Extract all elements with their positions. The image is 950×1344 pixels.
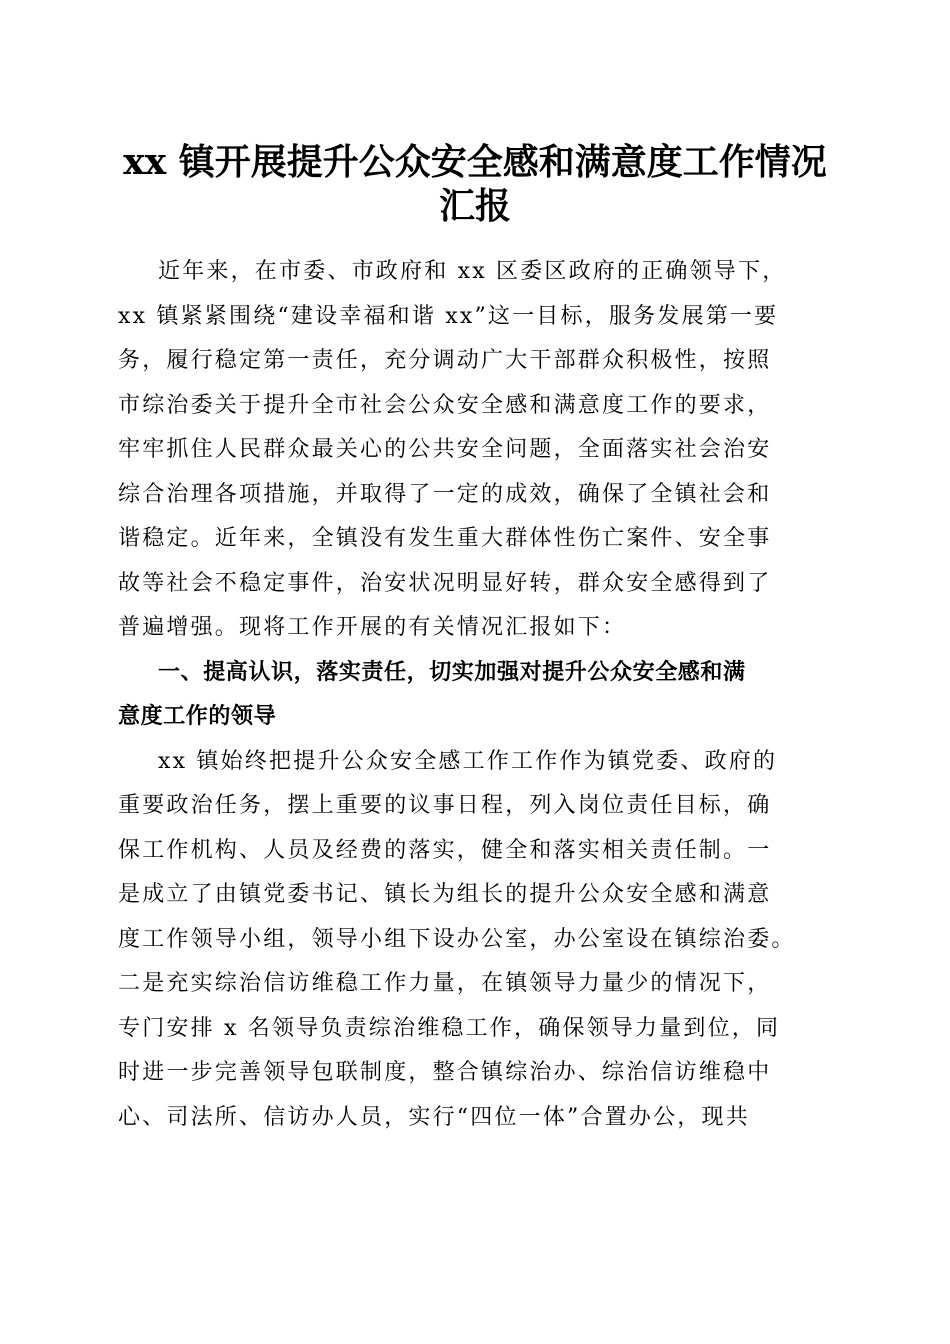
section-heading-line: 意度工作的领导: [118, 704, 277, 729]
paragraph-line: 心、司法所、信访办人员，实行“四位一体”合置办公，现共: [118, 1104, 750, 1130]
paragraph-line: 综合治理各项措施，并取得了一定的成效，确保了全镇社会和: [118, 481, 772, 507]
paragraph-line: 普遍增强。现将工作开展的有关情况汇报如下：: [118, 615, 627, 640]
paragraph-line: 近年来，在市委、市政府和 xx 区委区政府的正确领导下，: [158, 259, 787, 284]
paragraph-line: 牢牢抓住人民群众最关心的公共安全问题，全面落实社会治安: [118, 437, 772, 462]
paragraph-line: 保工作机构、人员及经费的落实，健全和落实相关责任制。一: [118, 837, 772, 863]
paragraph-line: 时进一步完善领导包联制度，整合镇综治办、综治信访维稳中: [118, 1060, 772, 1085]
paragraph-line: 专门安排 x 名领导负责综治维稳工作，确保领导力量到位，同: [118, 1015, 781, 1041]
document-title-line-1: xx 镇开展提升公众安全感和满意度工作情况: [123, 141, 827, 183]
paragraph-line: 是成立了由镇党委书记、镇长为组长的提升公众安全感和满意: [118, 882, 772, 907]
paragraph-line: xx 镇紧紧围绕“建设幸福和谐 xx”这一目标，服务发展第一要: [118, 303, 779, 329]
paragraph-line: 务，履行稳定第一责任，充分调动广大干部群众积极性，按照: [118, 348, 772, 373]
document-body: [118, 250, 838, 1140]
paragraph-line: 市综治委关于提升全市社会公众安全感和满意度工作的要求，: [118, 392, 772, 418]
paragraph-line: 重要政治任务，摆上重要的议事日程，列入岗位责任目标，确: [118, 793, 772, 818]
paragraph-line: 谐稳定。近年来，全镇没有发生重大群体性伤亡案件、安全事: [118, 526, 772, 551]
paragraph-line: xx 镇始终把提升公众安全感工作工作作为镇党委、政府的: [158, 748, 778, 774]
paragraph-line: 度工作领导小组，领导小组下设办公室，办公室设在镇综治委。: [118, 926, 796, 952]
paragraph-line: 故等社会不稳定事件，治安状况明显好转，群众安全感得到了: [118, 570, 772, 596]
paragraph-line: 二是充实综治信访维稳工作力量，在镇领导力量少的情况下，: [118, 971, 772, 996]
section-heading-line: 一、提高认识，落实责任，切实加强对提升公众安全感和满: [158, 659, 746, 685]
document-title-line-2: 汇报: [438, 185, 511, 227]
